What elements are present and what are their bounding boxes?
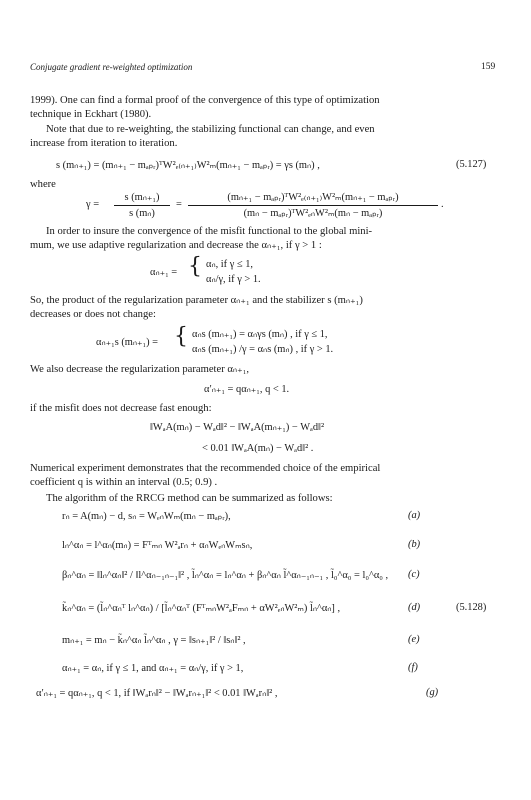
product-lhs: αₙ₊₁s (mₙ₊₁) = [96, 337, 159, 348]
page-number: 159 [481, 62, 496, 72]
algorithm-step: k̃ₙ^αₙ = (l̃ₙ^αₙᵀ lₙ^αₙ) / [l̃ₙ^αₙᵀ (FᵀₘₙW²ₐFₘₙ + αW²ₑₙW²ₘ) l̃ₙ^αₙ] , [62, 603, 341, 614]
paragraph-line: technique in Eckhart (1980). [30, 109, 152, 120]
where-text: where [30, 179, 56, 190]
gamma-end: . [441, 199, 444, 210]
misfit-inequality-line-1: ‖WₐA(mₙ) − Wₐd‖² − ‖WₐA(mₙ₊₁) − Wₐd‖² [150, 422, 325, 433]
paragraph-line: increase from iteration to iteration. [30, 138, 178, 149]
product-case-2: αₙs (mₙ₊₁) /γ = αₙs (mₙ) , if γ > 1. [192, 344, 334, 355]
algorithm-step-label: (a) [408, 510, 421, 521]
algorithm-step-label: (d) [408, 602, 421, 613]
misfit-inequality-line-2: < 0.01 ‖WₐA(mₙ) − Wₐd‖² . [202, 443, 314, 454]
paragraph-line: decreases or does not change: [30, 309, 156, 320]
gamma-frac1-num: s (mₙ₊₁) [124, 192, 160, 203]
left-brace: { [188, 254, 202, 279]
algorithm-step-label: (f) [408, 662, 418, 673]
paragraph-line: We also decrease the regularization parameter αₙ₊₁, [30, 364, 250, 375]
paragraph-line: So, the product of the regularization parameter αₙ₊₁ and the stabilizer s (mₙ₊₁) [30, 295, 363, 306]
algorithm-step-label: (b) [408, 539, 421, 550]
fraction-bar [114, 205, 170, 206]
algorithm-step-label: (e) [408, 634, 420, 645]
running-title: Conjugate gradient re-weighted optimization [30, 62, 193, 72]
paragraph-line: 1999). One can find a formal proof of the convergence of this type of optimization [30, 95, 380, 106]
gamma-frac2-num: (mₙ₊₁ − mₐₚᵣ)ᵀW²ₑ₍ₙ₊₁₎W²ₘ(mₙ₊₁ − mₐₚᵣ) [227, 192, 399, 203]
left-brace: { [174, 324, 188, 349]
paragraph-line: if the misfit does not decrease fast enough: [30, 403, 212, 414]
fraction-bar [188, 205, 438, 206]
gamma-frac1-den: s (mₙ) [129, 208, 155, 219]
algorithm-step: rₙ = A(mₙ) − d, sₙ = WₑₙWₘ(mₙ − mₐₚᵣ), [62, 511, 231, 522]
gamma-eq: = [176, 199, 182, 210]
equation-5-127: s (mₙ₊₁) = (mₙ₊₁ − mₐₚᵣ)ᵀW²ₑ₍ₙ₊₁₎W²ₘ(mₙ₊₁ − mₐₚᵣ) = γs (mₙ) , [56, 160, 320, 171]
algorithm-step: βₙ^αₙ = ‖lₙ^αₙ‖² / ‖l^αₙ₋₁ₙ₋₁‖² , l̃ₙ^αₙ = lₙ^αₙ + βₙ^αₙ l̃^αₙ₋₁ₙ₋₁ , l̃₀^α₀ = l₀^α₀ , [62, 570, 389, 581]
paragraph-line: Note that due to re-weighting, the stabilizing functional can change, and even [46, 124, 375, 135]
algorithm-step: αₙ₊₁ = αₙ, if γ ≤ 1, and αₙ₊₁ = αₙ/γ, if γ > 1, [62, 663, 244, 674]
alpha-prime-equation: α′ₙ₊₁ = qαₙ₊₁, q < 1. [204, 384, 290, 395]
gamma-frac2-den: (mₙ − mₐₚᵣ)ᵀW²ₑₙW²ₘ(mₙ − mₐₚᵣ) [243, 208, 383, 219]
equation-number: (5.127) [456, 159, 487, 170]
alpha-case-2: αₙ/γ, if γ > 1. [206, 274, 261, 285]
alpha-lhs: αₙ₊₁ = [150, 267, 178, 278]
product-case-1: αₙs (mₙ₊₁) = αₙγs (mₙ) , if γ ≤ 1, [192, 329, 328, 340]
paragraph-line: Numerical experiment demonstrates that the recommended choice of the empirical [30, 463, 381, 474]
algorithm-step-label: (c) [408, 569, 420, 580]
paragraph-line: coefficient q is within an interval (0.5; 0.9) . [30, 477, 218, 488]
gamma-lhs: γ = [86, 199, 100, 210]
algorithm-step: α′ₙ₊₁ = qαₙ₊₁, q < 1, if ‖Wₐrₙ‖² − ‖Wₐrₙ₊₁‖² < 0.01 ‖Wₐrₙ‖² , [36, 688, 278, 699]
paragraph-line: In order to insure the convergence of the misfit functional to the global mini- [46, 226, 373, 237]
algorithm-step-label: (g) [426, 687, 439, 698]
algorithm-step: mₙ₊₁ = mₙ − k̃ₙ^αₙ l̃ₙ^αₙ , γ = ‖sₙ₊₁‖² / ‖sₙ‖² , [62, 635, 246, 646]
paragraph-line: The algorithm of the RRCG method can be summarized as follows: [46, 493, 333, 504]
algorithm-step: lₙ^αₙ = l^αₙ(mₙ) = Fᵀₘₙ W²ₐrₙ + αₙWₑₙWₘsₙ, [62, 540, 253, 551]
alpha-case-1: αₙ, if γ ≤ 1, [206, 259, 254, 270]
paragraph-line: mum, we use adaptive regularization and decrease the αₙ₊₁, if γ > 1 : [30, 240, 322, 251]
equation-number: (5.128) [456, 602, 487, 613]
